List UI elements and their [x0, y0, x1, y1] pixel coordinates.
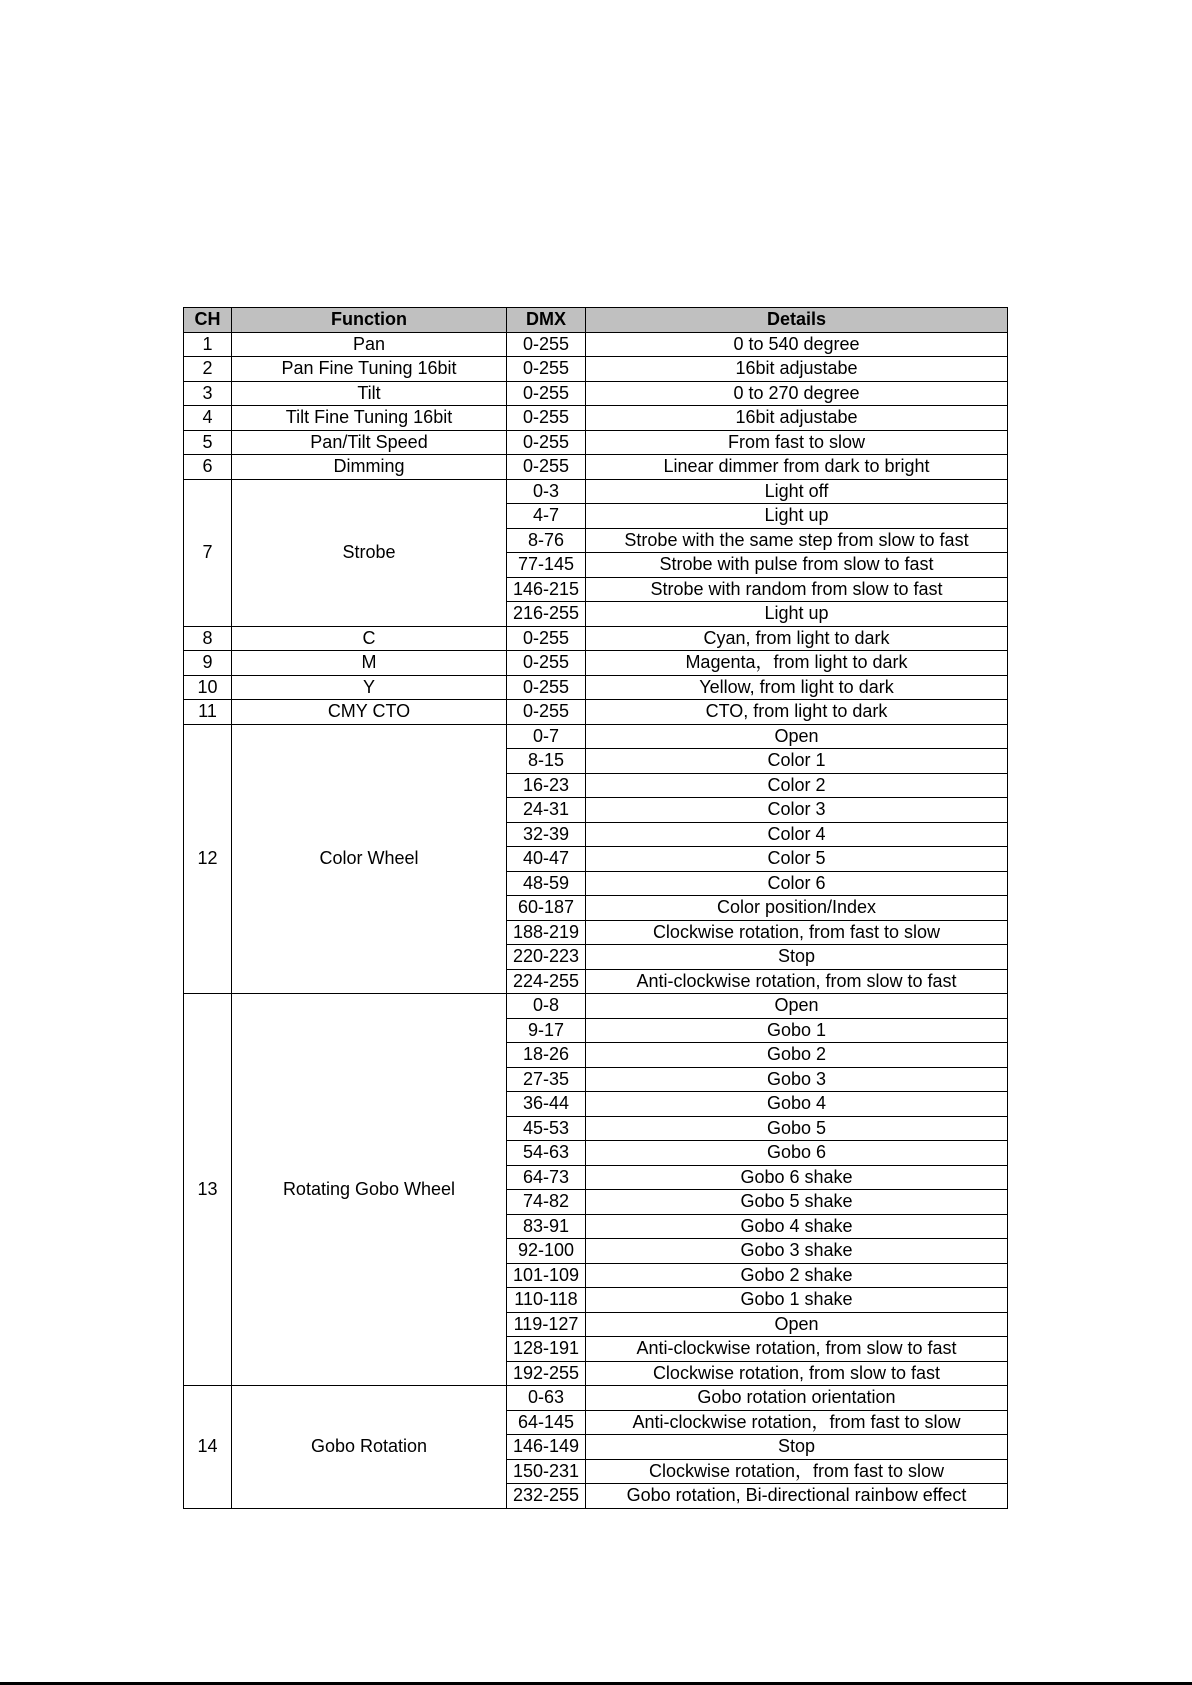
- cell-dmx: 0-7: [507, 724, 586, 749]
- cell-dmx: 60-187: [507, 896, 586, 921]
- cell-details: Cyan, from light to dark: [586, 626, 1008, 651]
- cell-dmx: 0-255: [507, 651, 586, 676]
- cell-dmx: 0-255: [507, 357, 586, 382]
- cell-dmx: 45-53: [507, 1116, 586, 1141]
- table-row: [184, 724, 1008, 749]
- cell-dmx: 54-63: [507, 1141, 586, 1166]
- cell-details: Color 2: [586, 773, 1008, 798]
- cell-function: M: [232, 651, 507, 676]
- cell-details: Gobo 4: [586, 1092, 1008, 1117]
- cell-details: Open: [586, 994, 1008, 1019]
- table-row: [184, 479, 1008, 504]
- cell-dmx: 16-23: [507, 773, 586, 798]
- table-header: [184, 308, 1008, 333]
- cell-details: Gobo rotation, Bi-directional rainbow effect: [586, 1484, 1008, 1509]
- cell-details: Color position/Index: [586, 896, 1008, 921]
- cell-dmx: 0-255: [507, 626, 586, 651]
- cell-dmx: 0-255: [507, 430, 586, 455]
- cell-function: Strobe: [232, 479, 507, 626]
- cell-ch: 9: [184, 651, 232, 676]
- cell-details: Gobo 3 shake: [586, 1239, 1008, 1264]
- cell-function: Tilt Fine Tuning 16bit: [232, 406, 507, 431]
- cell-ch: 11: [184, 700, 232, 725]
- cell-details: Color 6: [586, 871, 1008, 896]
- cell-details: 0 to 540 degree: [586, 332, 1008, 357]
- cell-details: Light off: [586, 479, 1008, 504]
- cell-details: Color 4: [586, 822, 1008, 847]
- cell-dmx: 74-82: [507, 1190, 586, 1215]
- cell-dmx: 8-15: [507, 749, 586, 774]
- dmx-channel-table: [183, 307, 1008, 1509]
- header-details: Details: [586, 308, 1008, 333]
- cell-details: Strobe with pulse from slow to fast: [586, 553, 1008, 578]
- cell-details: Color 1: [586, 749, 1008, 774]
- cell-details: Anti-clockwise rotation, from slow to fast: [586, 1337, 1008, 1362]
- cell-function: Gobo Rotation: [232, 1386, 507, 1509]
- cell-dmx: 192-255: [507, 1361, 586, 1386]
- cell-dmx: 18-26: [507, 1043, 586, 1068]
- cell-function: Y: [232, 675, 507, 700]
- cell-details: Stop: [586, 1435, 1008, 1460]
- cell-ch: 4: [184, 406, 232, 431]
- cell-ch: 7: [184, 479, 232, 626]
- cell-dmx: 92-100: [507, 1239, 586, 1264]
- cell-details: Gobo 3: [586, 1067, 1008, 1092]
- cell-details: 16bit adjustabe: [586, 406, 1008, 431]
- cell-dmx: 232-255: [507, 1484, 586, 1509]
- cell-dmx: 0-255: [507, 675, 586, 700]
- cell-dmx: 146-149: [507, 1435, 586, 1460]
- cell-dmx: 36-44: [507, 1092, 586, 1117]
- cell-details: Light up: [586, 504, 1008, 529]
- cell-dmx: 119-127: [507, 1312, 586, 1337]
- cell-details: Color 3: [586, 798, 1008, 823]
- cell-function: Pan/Tilt Speed: [232, 430, 507, 455]
- cell-details: Clockwise rotation, from fast to slow: [586, 920, 1008, 945]
- cell-ch: 1: [184, 332, 232, 357]
- cell-details: From fast to slow: [586, 430, 1008, 455]
- cell-dmx: 9-17: [507, 1018, 586, 1043]
- cell-details: Anti-clockwise rotation, from slow to fast: [586, 969, 1008, 994]
- cell-ch: 2: [184, 357, 232, 382]
- cell-ch: 14: [184, 1386, 232, 1509]
- cell-details: Gobo 5: [586, 1116, 1008, 1141]
- cell-details: 0 to 270 degree: [586, 381, 1008, 406]
- cell-dmx: 0-255: [507, 455, 586, 480]
- cell-details: Gobo 1: [586, 1018, 1008, 1043]
- cell-dmx: 220-223: [507, 945, 586, 970]
- cell-ch: 13: [184, 994, 232, 1386]
- table-row: [184, 994, 1008, 1019]
- cell-details: Open: [586, 1312, 1008, 1337]
- cell-details: Open: [586, 724, 1008, 749]
- cell-dmx: 146-215: [507, 577, 586, 602]
- cell-dmx: 77-145: [507, 553, 586, 578]
- table-row: [184, 430, 1008, 455]
- cell-ch: 5: [184, 430, 232, 455]
- cell-details: Gobo 5 shake: [586, 1190, 1008, 1215]
- cell-function: Color Wheel: [232, 724, 507, 994]
- cell-dmx: 128-191: [507, 1337, 586, 1362]
- cell-dmx: 216-255: [507, 602, 586, 627]
- cell-ch: 6: [184, 455, 232, 480]
- cell-details: Clockwise rotation，from fast to slow: [586, 1459, 1008, 1484]
- header-row: [184, 308, 1008, 333]
- cell-dmx: 27-35: [507, 1067, 586, 1092]
- cell-function: Dimming: [232, 455, 507, 480]
- cell-details: CTO, from light to dark: [586, 700, 1008, 725]
- table-row: [184, 651, 1008, 676]
- cell-details: Light up: [586, 602, 1008, 627]
- cell-function: CMY CTO: [232, 700, 507, 725]
- cell-function: Pan: [232, 332, 507, 357]
- cell-dmx: 110-118: [507, 1288, 586, 1313]
- cell-dmx: 64-145: [507, 1410, 586, 1435]
- header-ch: CH: [184, 308, 232, 333]
- cell-details: 16bit adjustabe: [586, 357, 1008, 382]
- cell-dmx: 83-91: [507, 1214, 586, 1239]
- cell-dmx: 32-39: [507, 822, 586, 847]
- table-row: [184, 675, 1008, 700]
- cell-ch: 8: [184, 626, 232, 651]
- cell-details: Anti-clockwise rotation，from fast to slow: [586, 1410, 1008, 1435]
- cell-details: Gobo 6 shake: [586, 1165, 1008, 1190]
- cell-dmx: 101-109: [507, 1263, 586, 1288]
- header-function: Function: [232, 308, 507, 333]
- cell-details: Gobo 2: [586, 1043, 1008, 1068]
- cell-dmx: 0-255: [507, 406, 586, 431]
- table-row: [184, 455, 1008, 480]
- cell-dmx: 0-255: [507, 332, 586, 357]
- table-row: [184, 406, 1008, 431]
- cell-details: Gobo 1 shake: [586, 1288, 1008, 1313]
- cell-dmx: 4-7: [507, 504, 586, 529]
- cell-dmx: 64-73: [507, 1165, 586, 1190]
- cell-ch: 12: [184, 724, 232, 994]
- cell-dmx: 0-8: [507, 994, 586, 1019]
- cell-dmx: 150-231: [507, 1459, 586, 1484]
- table-row: [184, 357, 1008, 382]
- table-row: [184, 700, 1008, 725]
- cell-function: Rotating Gobo Wheel: [232, 994, 507, 1386]
- cell-dmx: 0-255: [507, 700, 586, 725]
- table-row: [184, 1386, 1008, 1411]
- cell-dmx: 224-255: [507, 969, 586, 994]
- cell-ch: 10: [184, 675, 232, 700]
- cell-dmx: 40-47: [507, 847, 586, 872]
- cell-ch: 3: [184, 381, 232, 406]
- cell-details: Gobo rotation orientation: [586, 1386, 1008, 1411]
- table-row: [184, 381, 1008, 406]
- cell-dmx: 24-31: [507, 798, 586, 823]
- table-row: [184, 626, 1008, 651]
- cell-details: Gobo 4 shake: [586, 1214, 1008, 1239]
- cell-details: Color 5: [586, 847, 1008, 872]
- cell-function: Pan Fine Tuning 16bit: [232, 357, 507, 382]
- table-row: [184, 332, 1008, 357]
- cell-details: Strobe with the same step from slow to fast: [586, 528, 1008, 553]
- cell-details: Strobe with random from slow to fast: [586, 577, 1008, 602]
- cell-dmx: 8-76: [507, 528, 586, 553]
- cell-dmx: 48-59: [507, 871, 586, 896]
- cell-dmx: 0-63: [507, 1386, 586, 1411]
- cell-details: Clockwise rotation, from slow to fast: [586, 1361, 1008, 1386]
- cell-details: Yellow, from light to dark: [586, 675, 1008, 700]
- table-body: [184, 332, 1008, 1508]
- cell-dmx: 188-219: [507, 920, 586, 945]
- cell-details: Magenta，from light to dark: [586, 651, 1008, 676]
- cell-dmx: 0-255: [507, 381, 586, 406]
- cell-details: Stop: [586, 945, 1008, 970]
- cell-function: Tilt: [232, 381, 507, 406]
- cell-function: C: [232, 626, 507, 651]
- header-dmx: DMX: [507, 308, 586, 333]
- cell-dmx: 0-3: [507, 479, 586, 504]
- cell-details: Gobo 6: [586, 1141, 1008, 1166]
- cell-details: Gobo 2 shake: [586, 1263, 1008, 1288]
- cell-details: Linear dimmer from dark to bright: [586, 455, 1008, 480]
